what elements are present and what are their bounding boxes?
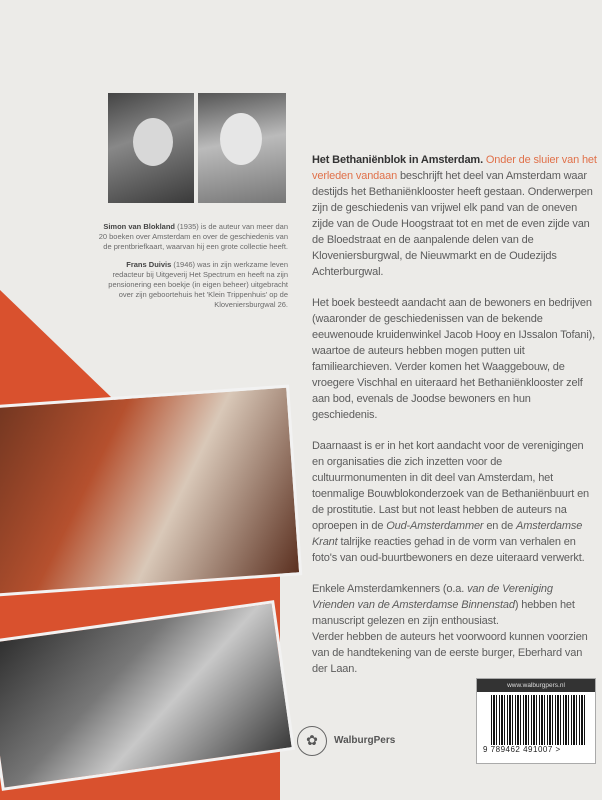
text: Oud-Amsterdammer [386,520,484,532]
text: Enkele Amsterdamkenners (o.a. [312,583,468,595]
author-name: Simon van Blokland [103,222,176,231]
blurb-paragraph [312,438,598,566]
isbn: 9 789462 491007 > [483,745,561,754]
author-photo-frans [198,93,286,203]
book-subtitle: Onder de sluier van het verleden vandaan [312,154,597,182]
text: beschrijft het deel van Amsterdam waar destijds het Bethaniënklooster heeft gestaan. Onderwerpen zijn de geschiedenis van vrijwel elk pand van de oneven zijde van de Oude Hoogstraat tot en met de even zijde van de Bloedstraat en de aanpalende delen van de Kloveniersburgwal, de Nieuwmarkt en de Oudezijds Achterburgwal. [312,170,593,278]
blurb-paragraph: Het Bethaniënblok in Amsterdam. Onder de sluier van het verleden vandaan beschrijft het deel van Amsterdam waar destijds het Bethaniënklooster heeft gestaan. Onderwerpen zijn de geschiedenis van vrijwel elk pand van de oneven zijde van de Oude Hoogstraat tot en met de even zijde van de Bloedstraat en de aanpalende delen van de Kloveniersburgwal, de Nieuwmarkt en de Oudezijds Achterburgwal. [312,154,597,278]
book-title: Het Bethaniënblok in Amsterdam [312,154,481,166]
author-bios [96,222,288,318]
publisher-logo-icon: ✿ [297,726,327,756]
author-bio: (1935) is de auteur van meer dan 20 boeken over Amsterdam en over de geschiedenis van de prentbriefkaart, waarvan hij een grote collectie heeft. [98,222,288,251]
text: Daarnaast is er in het kort aandacht voor de verenigingen en organisaties die zich inzetten voor de cultuurmonumenten in dit deel van Amsterdam, het toenmalige Bouwblokonderzoek van de Bethaniënbuurt en de prostitutie. Last but not least hebben de auteurs na oproepen in de [312,440,590,532]
text: en de [483,520,517,532]
blurb-paragraph: Verder hebben de auteurs het voorwoord kunnen voorzien van de handtekening van de eerste burger, Eberhard van der Laan. [312,631,588,675]
barcode-bars [491,695,585,745]
bio-frans [96,260,288,310]
text: talrijke reacties gehad in de vorm van verhalen en foto's van oud-buurtbewoners en deze uiteraard verwerkt. [312,536,585,564]
shop-photo [0,385,302,597]
author-name: Frans Duivis [126,260,172,269]
text: Amsterdamse Krant [312,520,583,548]
author-photo-simon [108,93,194,203]
publisher-url: www.walburgpers.nl [477,679,595,692]
publisher-name: WalburgPers [334,735,396,746]
blurb-paragraph [312,581,598,629]
bio-simon [96,222,288,252]
text: van de Vereniging Vrienden van de Amsterdamse Binnenstad [312,583,553,611]
author-bio: (1946) was in zijn werkzame leven redacteur bij Uitgeverij Het Spectrum en heeft na zijn pensionering een boekje (in eigen beheer) uitgebracht over zijn geboortehuis het 'Klein Trippenhuis' op de Kloveniersburgwal 26. [108,260,288,309]
text: ) hebben het manuscript gelezen en zijn enthousiast. [312,599,575,627]
blurb [312,152,598,677]
blurb-paragraph: Het boek besteedt aandacht aan de bewoners en bedrijven (waaronder de geschiedenissen van de bekende eeuwenoude kruidenwinkel Jacob Hooy en IJssalon Tofani), waartoe de auteurs hebben mogen putten uit familiearchieven. Verder komen het Waaggebouw, de vroegere Vischhal en uiteraard het Bethaniënklooster zelf aan bod, evenals de Joodse bewoners en hun geschiedenis. [312,297,596,421]
barcode [476,678,596,764]
